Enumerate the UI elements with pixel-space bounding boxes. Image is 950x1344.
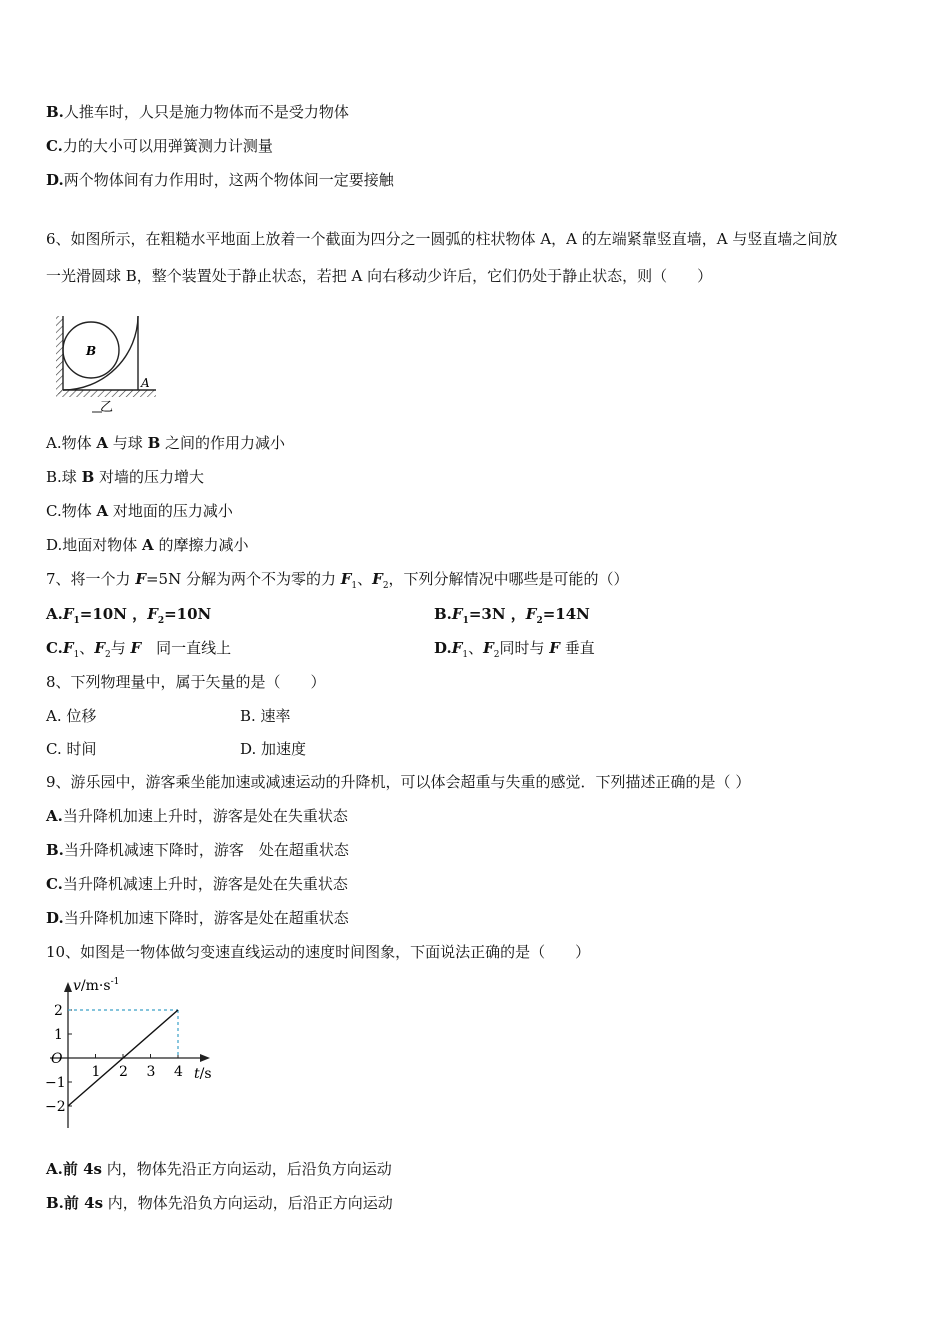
option-text: 两个物体间有力作用时，这两个物体间一定要接触 <box>63 171 394 189</box>
force-symbol: F <box>147 605 158 623</box>
force-symbol: F <box>451 605 463 623</box>
option-letter: A. <box>46 434 62 452</box>
y-tick-label: −1 <box>45 1075 66 1091</box>
option-bold: A <box>142 536 154 554</box>
subscript: 1 <box>462 650 469 660</box>
q10-stem: 10、如图是一物体做匀变速直线运动的速度时间图象，下面说法正确的是（ ） <box>46 943 591 961</box>
force-symbol: F <box>135 570 146 588</box>
option-letter: A. <box>46 605 63 623</box>
q6-stem-line1: 6、如图所示，在粗糙水平地面上放着一个截面为四分之一圆弧的柱状物体 A，A 的左端紧靠竖直墙，A 与竖直墙之间放 <box>46 230 838 248</box>
option-text: 内，物体先沿正方向运动，后沿负方向运动 <box>102 1160 392 1178</box>
option-letter: D. <box>46 536 63 554</box>
q6-option-c <box>46 501 233 521</box>
stem-text: 7、将一个力 <box>46 570 136 588</box>
option-text: 对地面的压力减小 <box>108 502 233 520</box>
stem-text: =5N 分解为两个不为零的力 <box>145 570 341 588</box>
option-text: 与球 <box>108 434 148 452</box>
option-letter: D. <box>46 909 64 927</box>
x-tick-label: 2 <box>119 1064 128 1080</box>
subscript: 2 <box>493 650 500 660</box>
option-text: =14N <box>542 605 590 623</box>
option-bold: B <box>81 468 95 486</box>
option-text: 对墙的压力增大 <box>94 468 205 486</box>
option-text: 同一直线上 <box>141 639 232 657</box>
option-text: 之间的作用力减小 <box>160 434 286 452</box>
subscript: 1 <box>462 616 469 626</box>
q10-option-a <box>46 1159 392 1179</box>
q9-option-b <box>46 840 349 860</box>
option-bold: 4s <box>83 1160 102 1178</box>
q7-option-c <box>46 638 231 665</box>
stem-text: ，下列分解情况中哪些是可能的（） <box>388 570 629 588</box>
y-tick-label: 1 <box>54 1027 63 1043</box>
option-text: 、 <box>79 639 95 657</box>
option-text: 的摩擦力减小 <box>153 536 249 554</box>
option-bold: B <box>147 434 161 452</box>
option-letter: B. <box>46 1194 64 1212</box>
option-letter: B. <box>434 605 452 623</box>
option-letter: C. <box>46 639 63 657</box>
q7-option-d <box>434 638 595 665</box>
option-letter: C. <box>46 502 62 520</box>
option-letter: C. <box>46 875 63 893</box>
y-axis-label: $v/m\cdot s^{-1}$ <box>73 977 120 994</box>
origin-label: O <box>51 1051 63 1067</box>
option-letter: B. <box>46 468 62 486</box>
force-symbol: F <box>525 605 537 623</box>
q8-option-b: B. 速率 <box>240 707 291 725</box>
ground-hatch <box>56 390 156 397</box>
q10-option-b <box>46 1193 393 1213</box>
q8-option-a: A. 位移 <box>46 707 97 725</box>
y-tick-label: −2 <box>45 1099 66 1115</box>
x-axis-label: t/s <box>194 1066 212 1082</box>
option-text: 物体 <box>61 434 97 452</box>
q9-option-c <box>46 874 348 894</box>
option-letter: A. <box>46 807 63 825</box>
q8-stem: 8、下列物理量中，属于矢量的是（ ） <box>46 673 326 691</box>
q6-option-b <box>46 467 204 487</box>
option-letter: A. <box>46 1160 63 1178</box>
option-text: 与 <box>110 639 131 657</box>
force-symbol: F <box>451 639 463 657</box>
q8-option-d: D. 加速度 <box>240 740 307 758</box>
option-text: 物体 <box>61 502 97 520</box>
q5-option-d <box>46 170 394 190</box>
q7-option-a <box>46 604 211 631</box>
x-axis-arrow <box>200 1054 210 1062</box>
option-letter: D. <box>46 171 64 189</box>
option-text: 同时与 <box>499 639 550 657</box>
q5-option-c <box>46 136 273 156</box>
option-bold: 4s <box>84 1194 104 1212</box>
figure-caption: 乙 <box>100 400 114 415</box>
subscript: 1 <box>73 616 80 626</box>
option-text: =10N ， <box>79 605 148 623</box>
q10-vt-chart <box>40 970 220 1135</box>
option-text: 当升降机减速下降时，游客 处在超重状态 <box>63 841 349 859</box>
wall-hatch <box>56 316 63 394</box>
option-text: 球 <box>61 468 82 486</box>
y-tick-label: 2 <box>54 1003 63 1019</box>
option-text: =3N ， <box>468 605 526 623</box>
subscript: 2 <box>536 616 543 626</box>
subscript: 2 <box>157 616 165 626</box>
force-symbol: F <box>372 570 383 588</box>
q8-option-c: C. 时间 <box>46 740 97 758</box>
option-text: 人推车时，人只是施力物体而不是受力物体 <box>63 103 349 121</box>
option-text: 垂直 <box>559 639 595 657</box>
q7-stem <box>46 569 629 596</box>
force-symbol: F <box>483 639 494 657</box>
q5-option-b <box>46 102 349 122</box>
q7-option-b <box>434 604 590 631</box>
y-axis-arrow <box>64 982 72 992</box>
option-bold: A <box>96 434 109 452</box>
force-symbol: F <box>62 639 74 657</box>
option-letter: B. <box>46 103 64 121</box>
subscript: 2 <box>382 581 389 591</box>
option-text: =10N <box>164 605 212 623</box>
q6-figure <box>50 310 162 420</box>
option-text: 前 <box>63 1194 85 1212</box>
q6-option-d <box>46 535 248 555</box>
option-text: 当升降机加速下降时，游客是处在超重状态 <box>63 909 349 927</box>
force-symbol: F <box>130 639 142 657</box>
option-text: 当升降机减速上升时，游客是处在失重状态 <box>62 875 348 893</box>
q6-option-a <box>46 433 285 453</box>
option-bold: A <box>96 502 109 520</box>
option-text: 力的大小可以用弹簧测力计测量 <box>62 137 273 155</box>
subscript: 1 <box>73 650 80 660</box>
option-letter: C. <box>46 137 63 155</box>
subscript: 2 <box>104 650 111 660</box>
stem-text: 、 <box>357 570 373 588</box>
q9-stem: 9、游乐园中，游客乘坐能加速或减速运动的升降机，可以体会超重与失重的感觉．下列描述正确的是（ ） <box>46 773 751 791</box>
x-tick-label: 3 <box>146 1064 156 1080</box>
force-symbol: F <box>94 639 105 657</box>
option-letter: B. <box>46 841 64 859</box>
option-text: 前 <box>62 1160 84 1178</box>
ball-b-label: B <box>86 344 97 358</box>
q6-stem-line2: 一光滑圆球 B，整个装置处于静止状态，若把 A 向右移动少许后，它们仍处于静止状态，则（ ） <box>46 267 713 285</box>
x-tick-label: 1 <box>91 1064 101 1080</box>
option-letter: D. <box>434 639 452 657</box>
subscript: 1 <box>351 581 358 591</box>
force-symbol: F <box>62 605 74 623</box>
q9-option-d <box>46 908 349 928</box>
block-a-label: A <box>141 376 150 390</box>
option-text: 当升降机加速上升时，游客是处在失重状态 <box>62 807 348 825</box>
option-text: 地面对物体 <box>62 536 143 554</box>
option-text: 内，物体先沿负方向运动，后沿正方向运动 <box>103 1194 393 1212</box>
force-symbol: F <box>549 639 560 657</box>
force-symbol: F <box>340 570 352 588</box>
q9-option-a <box>46 806 348 826</box>
x-tick-label: 4 <box>174 1064 183 1080</box>
option-text: 、 <box>468 639 484 657</box>
